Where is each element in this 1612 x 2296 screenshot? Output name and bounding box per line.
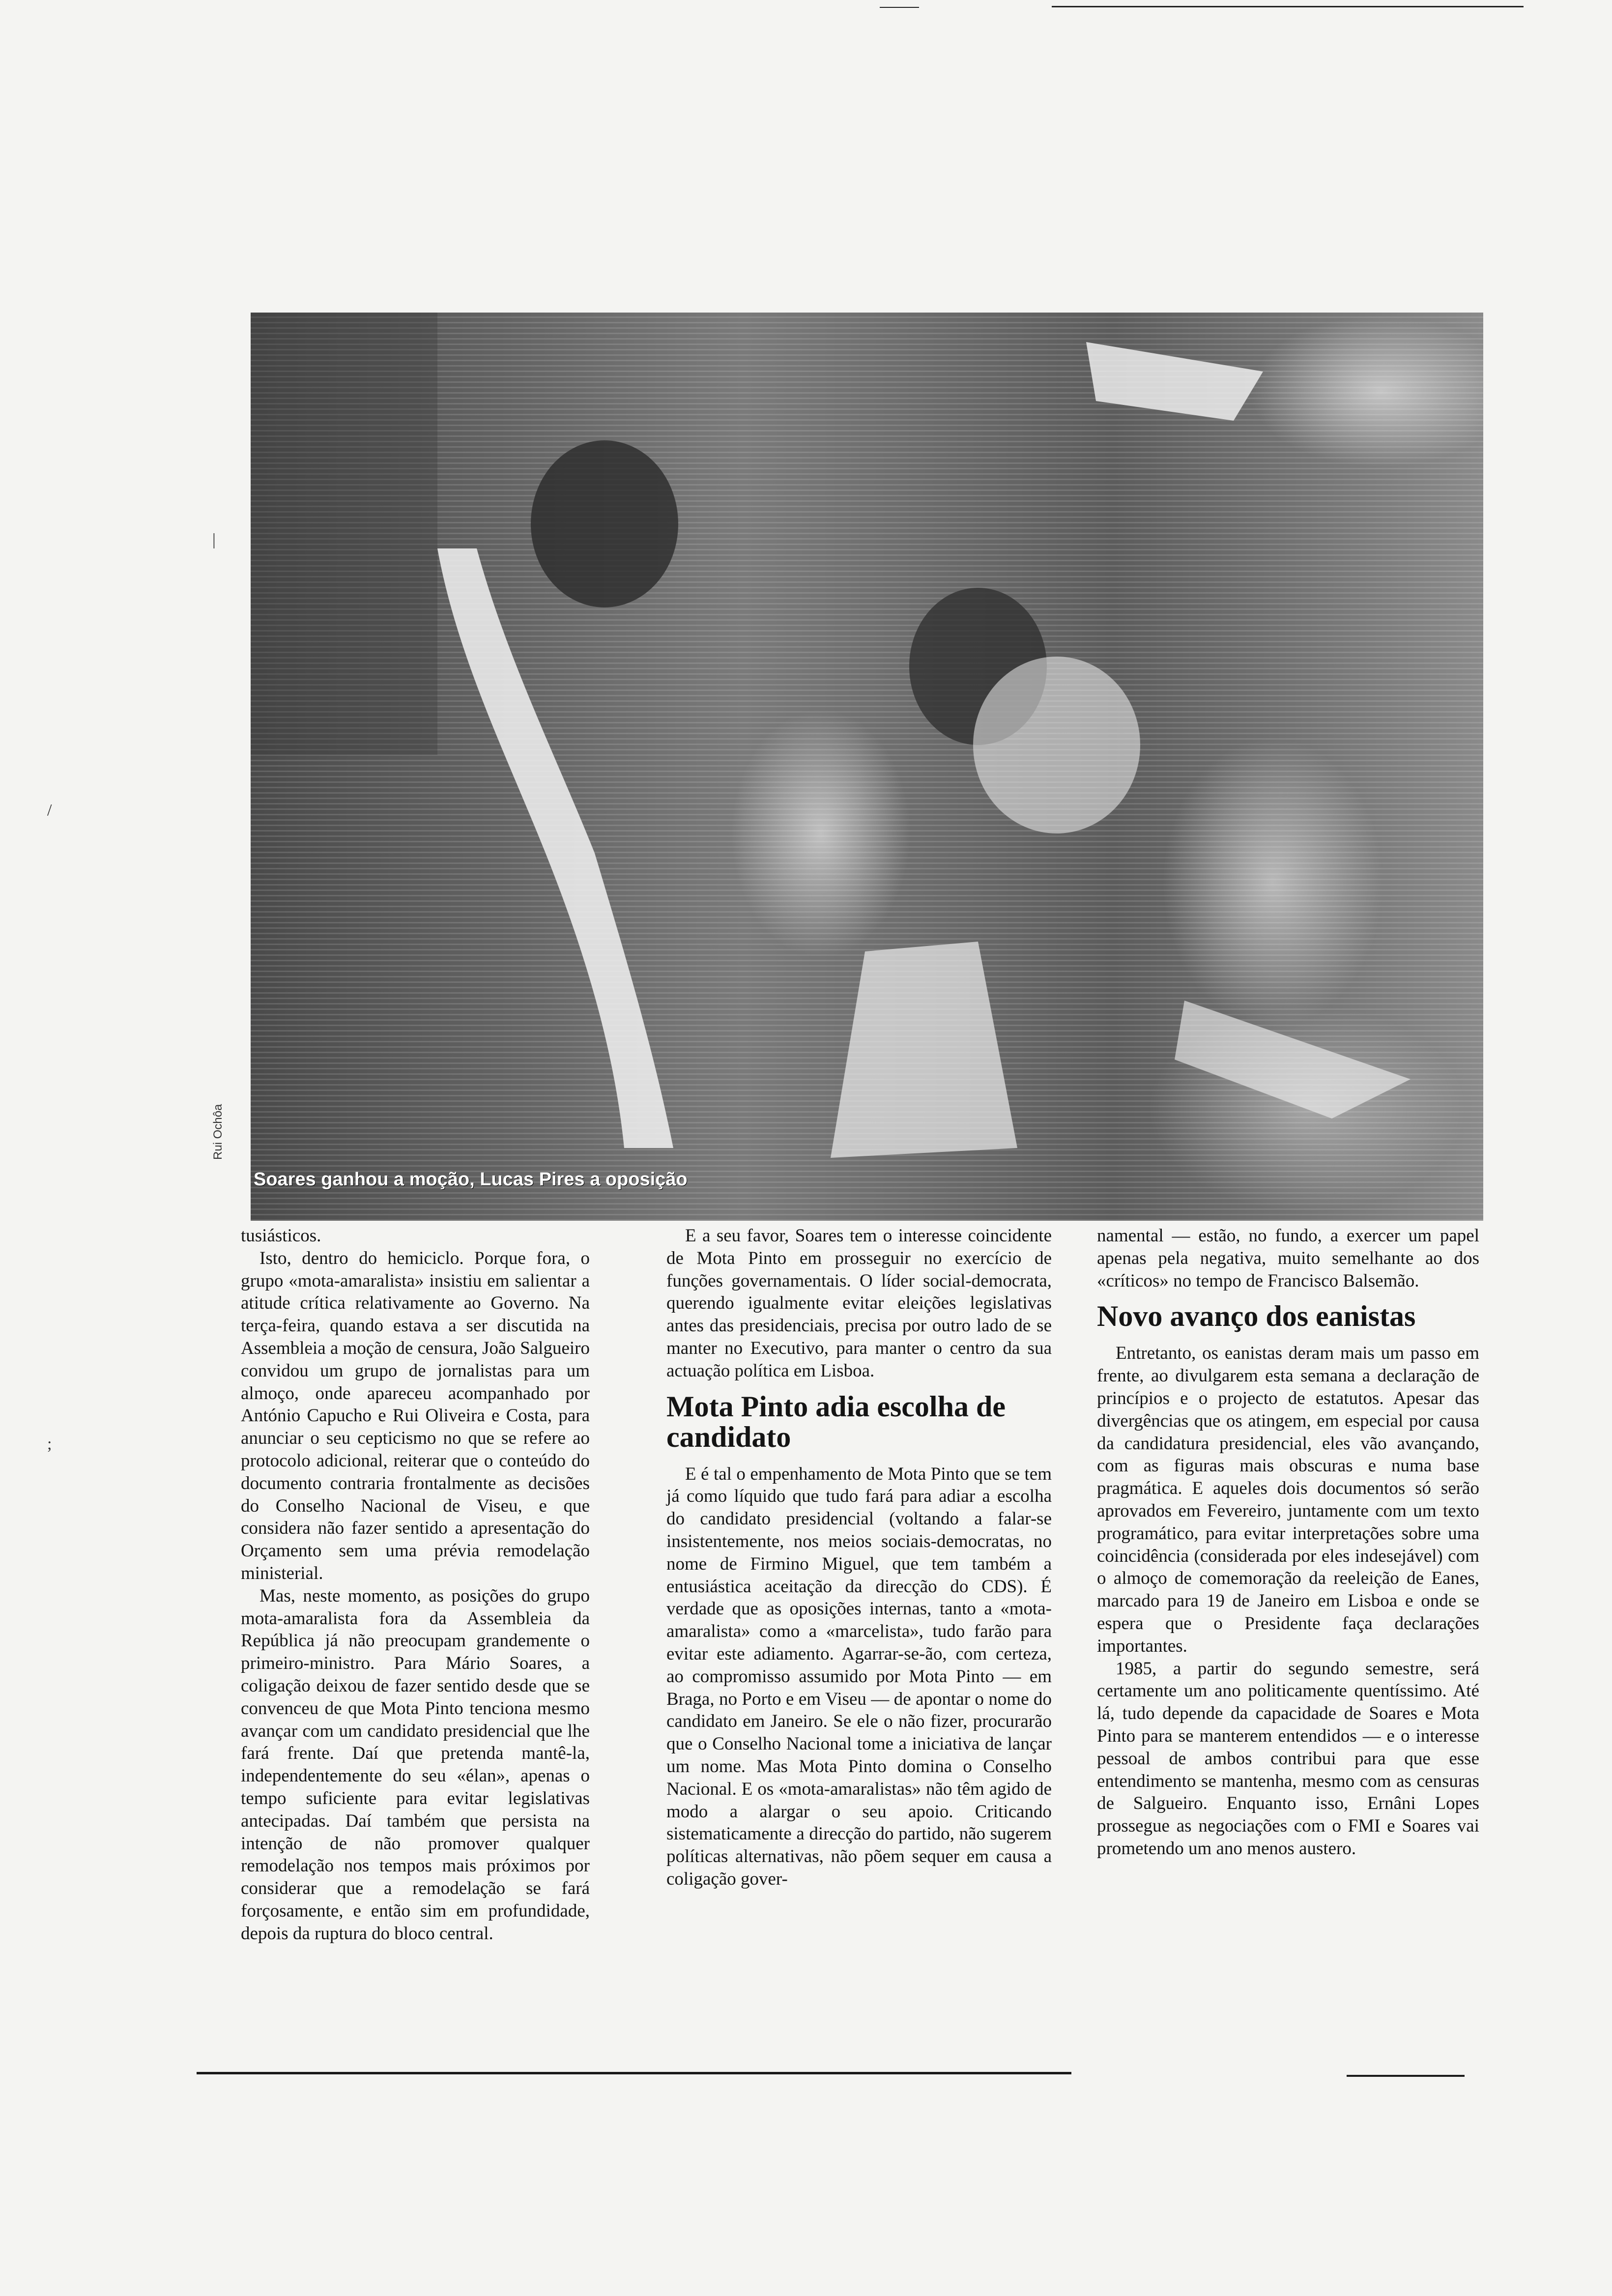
photo-caption: Soares ganhou a moção, Lucas Pires a oposição [254, 1169, 688, 1190]
top-edge-rule-short [880, 7, 919, 8]
text-column-2 [666, 1225, 1052, 1891]
bottom-rule-right [1347, 2075, 1465, 2077]
article-paragraph: E a seu favor, Soares tem o interesse coincidente de Mota Pinto em prosseguir no exercício de funções governamentais. O líder social-democrata, querendo igualmente evitar eleições legislativas antes das presidenciais, precisa por outro lado de se manter no Executivo, para manter o centro da sua actuação política em Lisboa. [666, 1226, 1052, 1381]
article-paragraph: 1985, a partir do segundo semestre, será certamente um ano politicamente quentíssimo. Até lá, tudo depende da capacidade de Soares e Mota Pinto para se manterem entendidos — e o interesse pessoal de ambos contribui para que esse entendimento se mantenha, mesmo com as censuras de Salgueiro. Enquanto isso, Ernâni Lopes prossegue as negociações com o FMI e Soares vai prometendo um ano menos austero. [1097, 1658, 1479, 1859]
margin-mark: ; [47, 1435, 52, 1453]
photo-shapes [251, 313, 1483, 1221]
text-column-3 [1097, 1225, 1479, 1860]
bottom-rule [197, 2072, 1071, 2074]
top-edge-rule [1052, 6, 1524, 7]
article-paragraph: Entretanto, os eanistas deram mais um passo em frente, ao divulgarem esta semana a declaração de princípios e o projecto de estatutos. Apesar das divergências que os atingem, em especial por causa da candidatura presidencial, eles vão avançando, com as figuras mais obscuras e numa base pragmática. E aqueles dois documentos só serão aprovados em Fevereiro, juntamente com um texto programático, para evitar interpretações sobre uma coincidência (considerada por eles indesejável) com o almoço de comemoração da reeleição de Eanes, marcado para 19 de Janeiro em Lisboa e onde se espera que o Presidente faça declarações importantes. [1097, 1343, 1479, 1656]
article-paragraph: tusiásticos. [241, 1226, 321, 1246]
margin-mark: | [212, 531, 216, 549]
margin-mark: / [47, 801, 52, 819]
article-paragraph: Isto, dentro do hemiciclo. Porque fora, o grupo «mota-amaralista» insistiu em salientar a atitude crítica relativamente ao Governo. Na terça-feira, quando estava a ser discutida na Assembleia a moção de censura, João Salgueiro convidou um grupo de jornalistas para um almoço, onde apareceu acompanhado por António Capucho e Rui Oliveira e Costa, para anunciar o seu cepticismo no que se refere ao protocolo adicional, reiterar que o conteúdo do documento contraria frontalmente as decisões do Conselho Nacional de Viseu, e que considera não fazer sentido a apresentação do Orçamento sem uma prévia remodelação ministerial. [241, 1248, 590, 1583]
text-column-1 [241, 1225, 590, 1945]
section-heading: Novo avanço dos eanistas [1097, 1300, 1416, 1333]
article-paragraph: namental — estão, no fundo, a exercer um papel apenas pela negativa, muito semelhante ao dos «críticos» no tempo de Francisco Balsemão. [1097, 1226, 1479, 1291]
news-photo [251, 313, 1483, 1221]
photo-credit: Rui Ochôa [211, 1104, 225, 1160]
article-paragraph: E é tal o empenhamento de Mota Pinto que se tem já como líquido que tudo fará para adiar a escolha do candidato presidencial (voltando a falar-se insistentemente, nos meios sociais-democratas, no nome de Firmino Miguel, que tem também a entusiástica aceitação da direcção do CDS). É verdade que as oposições internas, tanto a «mota-amaralista» como a «marcelista», tudo farão para evitar este adiamento. Agarrar-se-ão, com certeza, ao compromisso assumido por Mota Pinto — em Braga, no Porto e em Viseu — de apontar o nome do candidato em Janeiro. Se ele o não fizer, procurarão que o Conselho Nacional tome a iniciativa de lançar um nome. Mas Mota Pinto domina o Conselho Nacional. E os «mota-amaralistas» não têm agido de modo a alargar o seu apoio. Criticando sistematicamente a direcção do partido, não sugerem políticas alternativas, não põem sequer em causa a coligação gover- [666, 1464, 1052, 1889]
article-paragraph: Mas, neste momento, as posições do grupo mota-amaralista fora da Assembleia da República já não preocupam grandemente o primeiro-ministro. Para Mário Soares, a coligação deixou de fazer sentido desde que se convenceu de que Mota Pinto tenciona mesmo avançar com um candidato presidencial que lhe fará frente. Daí que pretenda mantê-la, independentemente do seu «élan», apenas o tempo suficiente para evitar legislativas antecipadas. Daí também que persista na intenção de não promover qualquer remodelação nos tempos mais próximos por considerar que a remodelação se fará forçosamente, e então sim em profundidade, depois da ruptura do bloco central. [241, 1585, 590, 1944]
section-heading: Mota Pinto adia escolha de candidato [666, 1390, 1006, 1453]
